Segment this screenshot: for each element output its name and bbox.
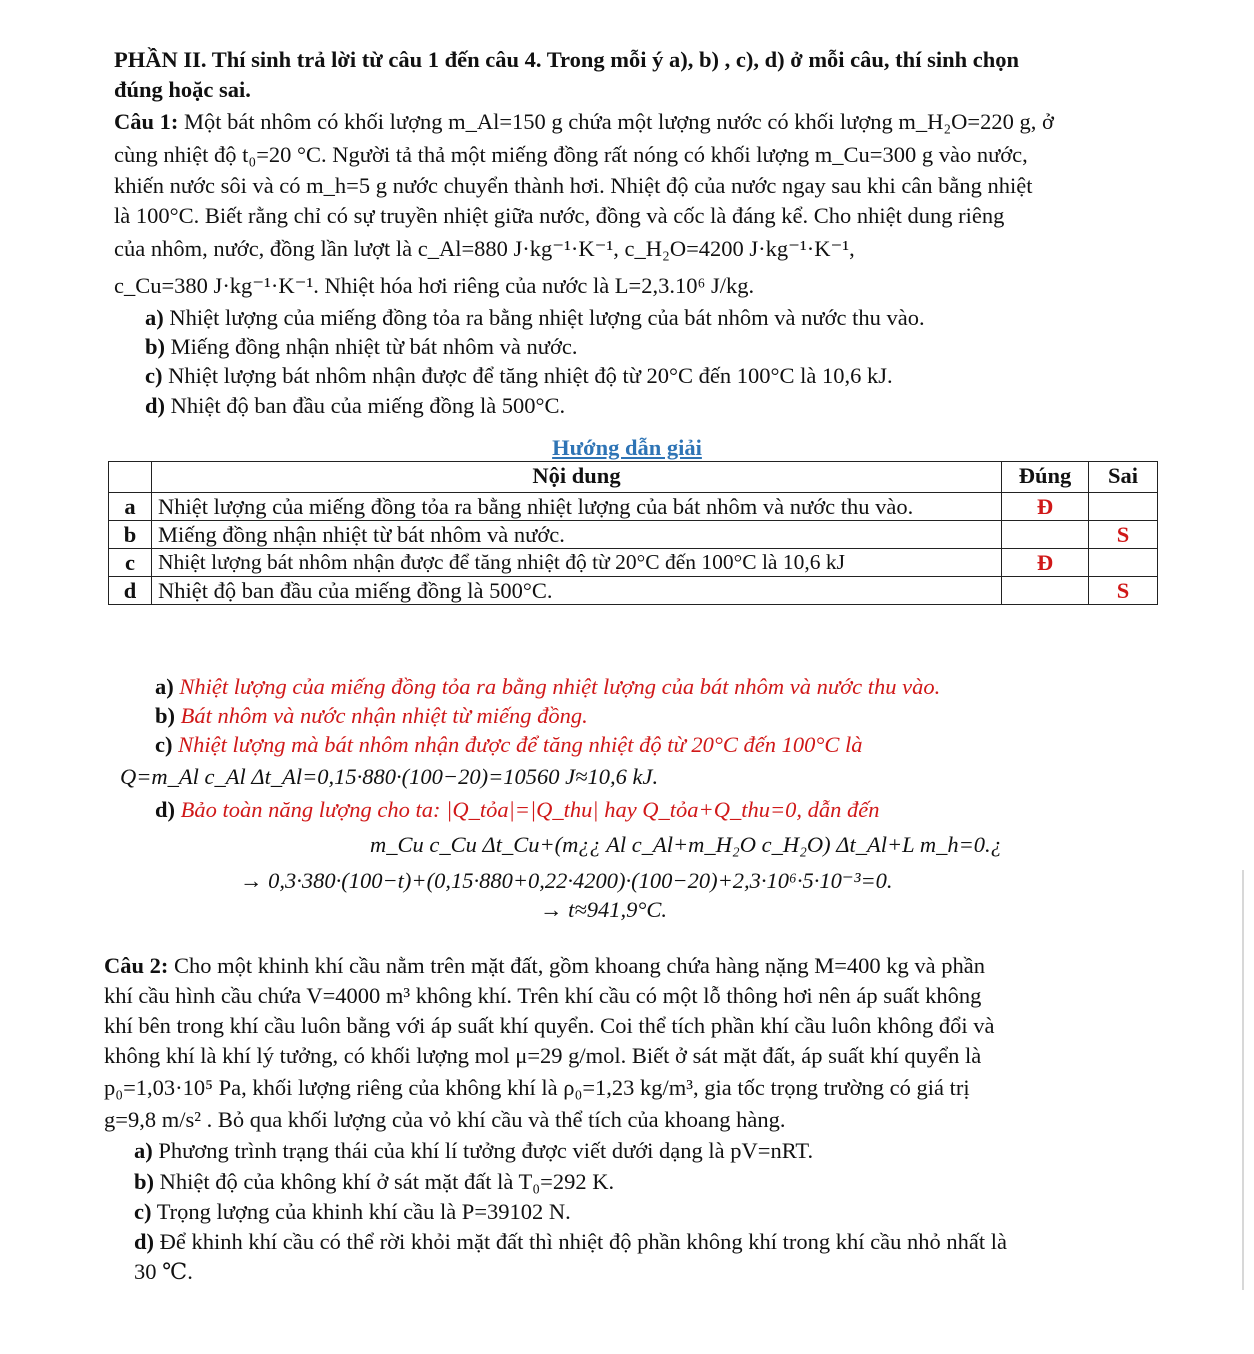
q1-option-d-text: Nhiệt độ ban đầu của miếng đồng là 500°C.: [165, 393, 566, 418]
q1-option-b-label: b): [145, 334, 166, 359]
q1-line4: là 100°C. Biết rằng chỉ có sự truyền nhiệt giữa nước, đồng và cốc là đáng kể. Cho nhiệt dung riêng: [114, 203, 1005, 228]
q1-option-c: [145, 361, 893, 391]
solution-c-formula: Q=m_Al c_Al Δt_Al=0,15·880·(100−20)=10560 J≈10,6 kJ.: [120, 764, 659, 789]
solution-c-text: Nhiệt lượng mà bát nhôm nhận được để tăng nhiệt độ từ 20°C đến 100°C là: [172, 732, 863, 757]
q1-option-d: [145, 391, 565, 421]
row-content: Miếng đồng nhận nhiệt từ bát nhôm và nước.: [152, 521, 1002, 549]
solution-d-label: d): [155, 797, 176, 822]
solution-d: [155, 795, 880, 825]
solution-b: [155, 701, 588, 731]
table-header-sai: Sai: [1089, 462, 1158, 493]
q2-option-b-label: b): [134, 1169, 155, 1194]
q2-option-c-label: c): [134, 1199, 152, 1224]
table-header-dung: Đúng: [1002, 462, 1089, 493]
q2-option-a-label: a): [134, 1138, 153, 1163]
q2-line3: khí bên trong khí cầu luôn bằng với áp suất khí quyển. Coi thể tích phần khí cầu luôn không đổi và: [104, 1013, 995, 1038]
solution-d-text: Bảo toàn năng lượng cho ta: |Q_tỏa|=|Q_thu| hay Q_tỏa+Q_thu=0, dẫn đến: [175, 797, 880, 822]
q1-option-a-label: a): [145, 305, 164, 330]
page-edge-divider: [1242, 870, 1244, 1290]
table-row: [109, 493, 1158, 521]
q1-option-b-text: Miếng đồng nhận nhiệt từ bát nhôm và nước.: [165, 334, 578, 359]
q1-line1: [114, 107, 1054, 137]
table-header-row: [109, 462, 1158, 493]
q1-option-c-label: c): [145, 363, 163, 388]
q2-option-a-text: Phương trình trạng thái của khí lí tưởng được viết dưới dạng là pV=nRT.: [152, 1138, 814, 1163]
row-label: a: [109, 493, 152, 521]
q1-line5: của nhôm, nước, đồng lần lượt là c_Al=880 J·kg⁻¹·K⁻¹, c_H₂O=4200 J·kg⁻¹·K⁻¹,: [114, 236, 855, 261]
answer-table: [108, 461, 1158, 605]
row-sai-mark: S: [1089, 577, 1158, 605]
table-row: [109, 577, 1158, 605]
q2-line2: khí cầu hình cầu chứa V=4000 m³ không khí. Trên khí cầu có một lỗ thông hơi nên áp suất không: [104, 983, 982, 1008]
row-dung-mark: [1002, 577, 1089, 605]
q1-option-c-text: Nhiệt lượng bát nhôm nhận được để tăng nhiệt độ từ 20°C đến 100°C là 10,6 kJ.: [162, 363, 893, 388]
q2-option-a: [134, 1136, 813, 1166]
solution-d-formula2: → 0,3·380·(100−t)+(0,15·880+0,22·4200)·(100−20)+2,3·10⁶·5·10⁻³=0.: [240, 868, 893, 893]
row-sai-mark: [1089, 493, 1158, 521]
row-content: Nhiệt độ ban đầu của miếng đồng là 500°C.: [152, 577, 1002, 605]
row-content: Nhiệt lượng của miếng đồng tỏa ra bằng nhiệt lượng của bát nhôm và nước thu vào.: [152, 493, 1002, 521]
solution-a-text: Nhiệt lượng của miếng đồng tỏa ra bằng nhiệt lượng của bát nhôm và nước thu vào.: [173, 674, 941, 699]
row-label: d: [109, 577, 152, 605]
q1-line2: cùng nhiệt độ t₀=20 °C. Người tả thả một miếng đồng rất nóng có khối lượng m_Cu=300 g vào nước,: [114, 142, 1028, 167]
q1-label: Câu 1:: [114, 109, 179, 134]
row-dung-mark: Đ: [1002, 493, 1089, 521]
q2-line1: [104, 951, 985, 981]
row-label: c: [109, 549, 152, 577]
q1-text-1: Một bát nhôm có khối lượng m_Al=150 g chứa một lượng nước có khối lượng m_H₂O=220 g, ở: [178, 109, 1054, 134]
q2-line6: g=9,8 m/s² . Bỏ qua khối lượng của vỏ khí cầu và thể tích của khoang hàng.: [104, 1107, 786, 1132]
solution-a-label: a): [155, 674, 174, 699]
q2-option-d-text: Để khinh khí cầu có thể rời khỏi mặt đất thì nhiệt độ phần không khí trong khí cầu nhỏ nhất là: [154, 1229, 1007, 1254]
table-header-content: Nội dung: [152, 462, 1002, 493]
solution-c: [155, 730, 863, 760]
row-dung-mark: Đ: [1002, 549, 1089, 577]
table-row: [109, 521, 1158, 549]
solution-d-formula3: → t≈941,9°C.: [540, 897, 667, 922]
solution-c-label: c): [155, 732, 173, 757]
solution-d-formula1: m_Cu c_Cu Δt_Cu+(m¿¿ Al c_Al+m_H₂O c_H₂O) Δt_Al+L m_h=0.¿: [370, 832, 1002, 857]
q2-line4: không khí là khí lý tưởng, có khối lượng mol μ=29 g/mol. Biết ở sát mặt đất, áp suất khí quyển là: [104, 1043, 982, 1068]
q1-option-d-label: d): [145, 393, 166, 418]
row-label: b: [109, 521, 152, 549]
q2-option-c: [134, 1197, 571, 1227]
q2-option-d-label: d): [134, 1229, 155, 1254]
row-content: Nhiệt lượng bát nhôm nhận được để tăng nhiệt độ từ 20°C đến 100°C là 10,6 kJ: [152, 549, 1002, 577]
q2-text-1: Cho một khinh khí cầu nằm trên mặt đất, gồm khoang chứa hàng nặng M=400 kg và phần: [168, 953, 985, 978]
q2-option-d: [134, 1227, 1007, 1257]
part-header-line2: đúng hoặc sai.: [114, 77, 251, 102]
q2-line5: p₀=1,03·10⁵ Pa, khối lượng riêng của không khí là ρ₀=1,23 kg/m³, gia tốc trọng trường có giá trị: [104, 1075, 970, 1100]
table-header-label: [109, 462, 152, 493]
solution-a: [155, 672, 940, 702]
solution-b-text: Bát nhôm và nước nhận nhiệt từ miếng đồng.: [175, 703, 588, 728]
part-header-line1: PHẦN II. Thí sinh trả lời từ câu 1 đến câu 4. Trong mỗi ý a), b) , c), d) ở mỗi câu, thí sinh chọn: [114, 47, 1019, 72]
solution-b-label: b): [155, 703, 176, 728]
q1-option-b: [145, 332, 578, 362]
q1-option-a-text: Nhiệt lượng của miếng đồng tỏa ra bằng nhiệt lượng của bát nhôm và nước thu vào.: [163, 305, 925, 330]
q2-option-b: [134, 1167, 614, 1197]
q2-option-d-cont: 30 ℃.: [134, 1259, 193, 1284]
q2-label: Câu 2:: [104, 953, 169, 978]
row-dung-mark: [1002, 521, 1089, 549]
q1-line3: khiến nước sôi và có m_h=5 g nước chuyển thành hơi. Nhiệt độ của nước ngay sau khi cân bằng nhiệt: [114, 173, 1033, 198]
q2-option-b-text: Nhiệt độ của không khí ở sát mặt đất là T₀=292 K.: [154, 1169, 615, 1194]
guide-title-row: [0, 433, 1254, 463]
q1-line6: c_Cu=380 J·kg⁻¹·K⁻¹. Nhiệt hóa hơi riêng của nước là L=2,3.10⁶ J/kg.: [114, 273, 755, 298]
q1-option-a: [145, 303, 925, 333]
q2-option-c-text: Trọng lượng của khinh khí cầu là P=39102 N.: [151, 1199, 571, 1224]
guide-title: Hướng dẫn giải: [552, 435, 702, 460]
row-sai-mark: S: [1089, 521, 1158, 549]
table-row: [109, 549, 1158, 577]
row-sai-mark: [1089, 549, 1158, 577]
